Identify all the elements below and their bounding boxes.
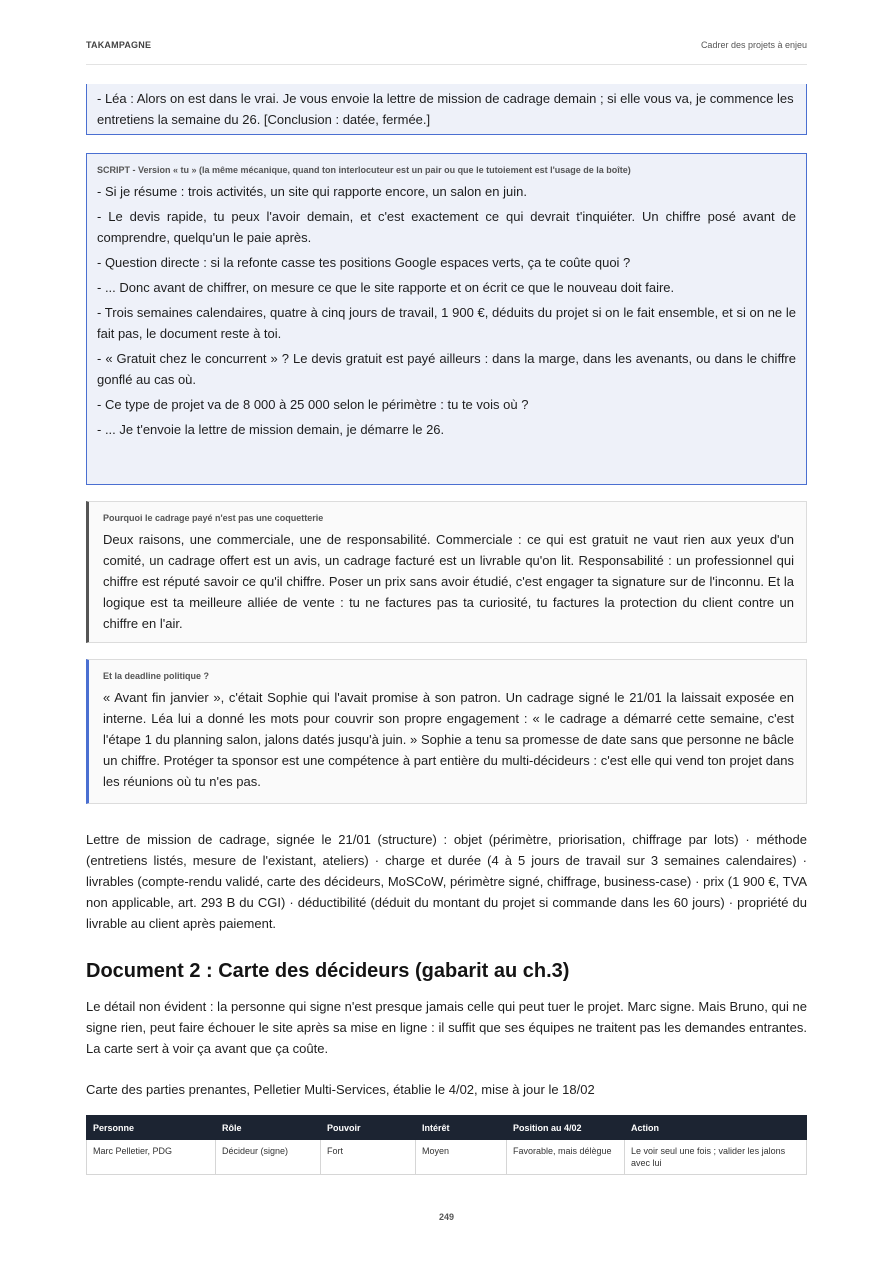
- table-row: [87, 1140, 807, 1175]
- table-cell: Marc Pelletier, PDG: [87, 1140, 216, 1175]
- script-line: - Le devis rapide, tu peux l'avoir demain, et c'est exactement ce qui devrait t'inquiéter. Un chiffre posé avant de comprendre, quelqu'un le paie après.: [97, 209, 796, 245]
- table-header-row: [87, 1116, 807, 1140]
- column-header: Personne: [87, 1116, 216, 1140]
- callout-political-deadline: [86, 659, 807, 804]
- script-line: - Ce type de projet va de 8 000 à 25 000 selon le périmètre : tu te vois où ?: [97, 397, 529, 412]
- script-line: - ... Donc avant de chiffrer, on mesure ce que le site rapporte et on écrit ce que le nouveau doit faire.: [97, 280, 675, 295]
- table-cell: Le voir seul une fois ; valider les jalons avec lui: [625, 1140, 807, 1175]
- script-continuation-box: [86, 84, 807, 135]
- callout-title: Et la deadline politique ?: [103, 671, 210, 681]
- script-continuation-text: - Léa : Alors on est dans le vrai. Je vous envoie la lettre de mission de cadrage demain ; si elle vous va, je commence les entretiens la semaine du 26. [Conclusion : datée, fermée.]: [97, 91, 794, 127]
- callout-title: Pourquoi le cadrage payé n'est pas une coquetterie: [103, 513, 324, 523]
- section-heading: Document 2 : Carte des décideurs (gabarit au ch.3): [86, 960, 570, 982]
- column-header: Intérêt: [416, 1116, 507, 1140]
- column-header: Pouvoir: [321, 1116, 416, 1140]
- table-cell: Fort: [321, 1140, 416, 1175]
- script-tu-box: [86, 153, 807, 485]
- callout-body: Deux raisons, une commerciale, une de responsabilité. Commerciale : ce qui est gratuit ne vaut rien aux yeux d'un comité, un cadrage offert est un avis, un cadrage facturé est un livrable qu'on lit. Responsabilité : un professionnel qui chiffre est réputé savoir ce qu'il chiffre. Poser un prix sans avoir étudié, c'est engager ta signature sur de l'inconnu. Et la logique est ta meilleure alliée de vente : tu ne factures pas ta curiosité, tu factures la protection du client contre un chiffre en l'air.: [103, 532, 794, 631]
- column-header: Rôle: [216, 1116, 321, 1140]
- script-line: - Question directe : si la refonte casse tes positions Google espaces verts, ça te coûte quoi ?: [97, 255, 631, 270]
- header-chapter-title: Cadrer des projets à enjeu: [700, 40, 807, 50]
- callout-body: « Avant fin janvier », c'était Sophie qui l'avait promise à son patron. Un cadrage signé le 21/01 la laissait exposée en interne. Léa lui a donné les mots pour couvrir son propre engagement : « le cadrage a démarré cette semaine, c'est l'étape 1 du planning salon, jalons datés jusqu'à juin. » Sophie a tenu sa promesse de date sans que personne ne bâcle un chiffre. Protéger ta sponsor est une compétence à part entière du multi-décideurs : c'est elle qui vend ton projet dans les réunions où tu n'es pas.: [103, 690, 794, 789]
- header-brand: TAKAMPAGNE: [86, 40, 152, 50]
- table-cell: Décideur (signe): [216, 1140, 321, 1175]
- section-paragraph: Le détail non évident : la personne qui signe n'est presque jamais celle qui peut tuer le projet. Marc signe. Mais Bruno, qui ne signe rien, peut faire échouer le site après sa mise en ligne : il suffit que ses équipes ne traitent pas les demandes entrantes. La carte sert à voir ça avant que ça coûte.: [86, 999, 807, 1056]
- page-number: 249: [438, 1212, 455, 1222]
- table-cell: Moyen: [416, 1140, 507, 1175]
- mission-letter-paragraph: Lettre de mission de cadrage, signée le 21/01 (structure) : objet (périmètre, priorisation, chiffrage par lots) · méthode (entretiens listés, mesure de l'existant, ateliers) · charge et durée (4 à 5 jours de travail sur 3 semaines calendaires) · livrables (compte-rendu validé, carte des décideurs, MoSCoW, périmètre signé, chiffrage, business-case) · prix (1 900 €, TVA non applicable, art. 293 B du CGI) · déductibilité (déduit du montant du projet si commande dans les 60 jours) · propriété du livrable au client après paiement.: [86, 832, 807, 931]
- column-header: Action: [625, 1116, 807, 1140]
- stakeholder-table: [86, 1115, 807, 1175]
- script-line: - Si je résume : trois activités, un site qui rapporte encore, un salon en juin.: [97, 184, 527, 199]
- script-line: - « Gratuit chez le concurrent » ? Le devis gratuit est payé ailleurs : dans la marge, dans les avenants, ou dans le chiffre gonflé au cas où.: [97, 351, 796, 387]
- script-line: - Trois semaines calendaires, quatre à cinq jours de travail, 1 900 €, déduits du projet si on le fait ensemble, et si on ne le fait pas, le document reste à toi.: [97, 305, 796, 341]
- script-line: - ... Je t'envoie la lettre de mission demain, je démarre le 26.: [97, 422, 445, 437]
- page-header: [86, 36, 807, 65]
- table-caption: Carte des parties prenantes, Pelletier Multi-Services, établie le 4/02, mise à jour le 18/02: [86, 1082, 595, 1097]
- callout-paid-framing: [86, 501, 807, 643]
- table-cell: Favorable, mais délègue: [507, 1140, 625, 1175]
- script-tu-title: SCRIPT - Version « tu » (la même mécanique, quand ton interlocuteur est un pair ou que le tutoiement est l'usage de la boîte): [97, 165, 631, 175]
- column-header: Position au 4/02: [507, 1116, 625, 1140]
